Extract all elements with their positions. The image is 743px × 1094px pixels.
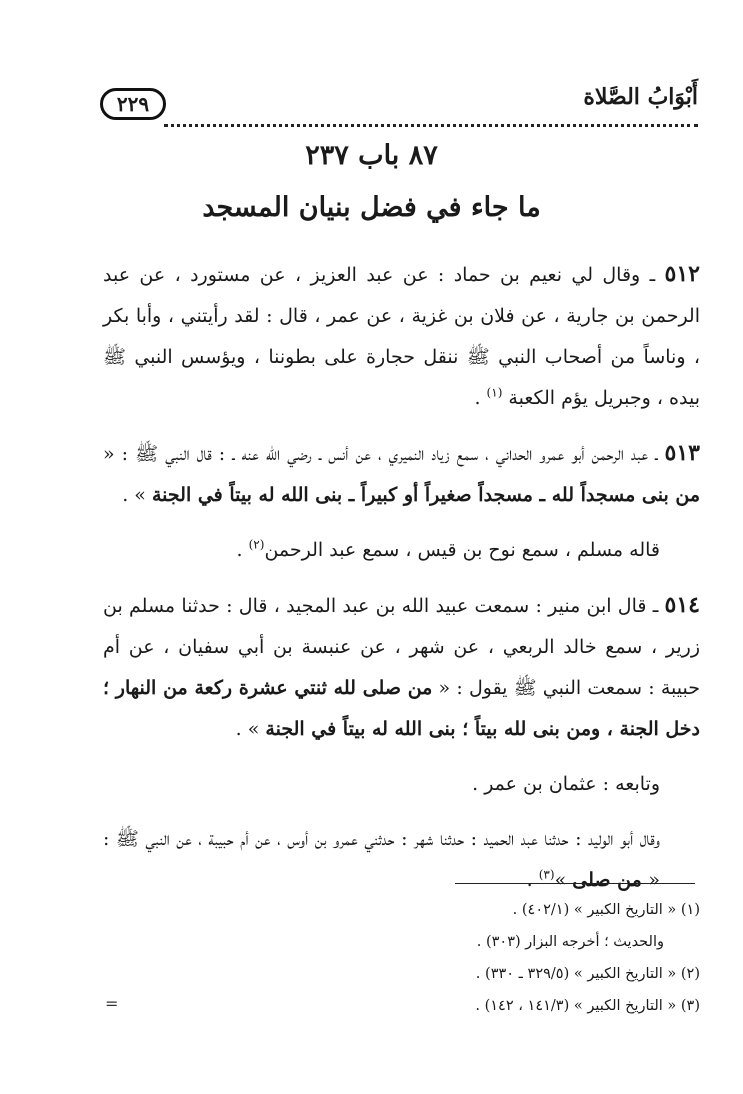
footnote-ref: (٢) [248,537,265,552]
hadith-quote: من بنى مسجداً لله ـ مسجداً صغيراً أو كبيراً ـ بنى الله له بيتاً في الجنة [151,484,700,506]
margin-mark: = [105,994,119,1013]
follow-up [103,764,700,805]
hadith-quote: من صلى لله ثنتي عشرة ركعة من النهار ؛ دخل الجنة ، ومن بنى لله بيتاً ؛ بنى الله له بيتاً في الجنة [103,677,700,740]
narration-end: . [236,539,249,561]
footnote-2: (٢) « التاريخ الكبير » (٣٢٩/٥ ـ ٣٣٠) . [475,966,700,982]
hadith-514 [103,585,700,750]
follow-up-text: وتابعه : عثمان بن عمر . [472,773,660,795]
hadith-end: . [474,387,487,409]
page-header [100,82,698,132]
footnote-1-cont: والحديث ؛ أخرجه البزار (٣٠٣) . [476,934,664,950]
page-number: ٢٢٩ [100,88,166,120]
hadith-text: ـ قال ابن منير : سمعت عبيد الله بن عبد المجيد ، قال : حدثنا مسلم بن زرير ، سمع خالد الربعي ، عن شهر ، عن عنبسة بن أبي سفيان ، عن أم حبيبة : سمعت النبي ﷺ يقول : « [103,595,700,699]
footnote-ref: (٣) [538,867,555,882]
hadith-number: ٥١٣ [664,440,700,466]
footnote-3: (٣) « التاريخ الكبير » (١٤١/٣ ، ١٤٢) . [475,998,700,1014]
chapter-number: ٨٧ باب ٢٣٧ [305,140,438,171]
footnote-divider [455,883,695,884]
hadith-end: » . [235,718,266,740]
narration-text: وقال أبو الوليد : حدثنا عبد الحميد : حدثنا شهر : حدثني عمرو بن أوس ، عن أم حبيبة ، عن النبي ﷺ : « [103,828,660,891]
hadith-513 [103,433,700,516]
footnote-1: (١) « التاريخ الكبير » (٤٠٢/١) . [512,902,700,918]
hadith-number: ٥١٢ [664,261,700,287]
hadith-number: ٥١٤ [664,592,700,618]
narration-text: قاله مسلم ، سمع نوح بن قيس ، سمع عبد الرحمن [264,539,660,561]
narration-quote: من صلى [572,869,649,891]
narration-end: . [526,869,539,891]
hadith-text: ـ عبد الرحمن أبو عمرو الحداني ، سمع زياد النميري ، عن أنس ـ رضي الله عنه ـ : قال النبي ﷺ : « [103,443,658,465]
page-body [103,254,700,901]
chapter-title: ما جاء في فضل بنيان المسجد [202,192,541,223]
hadith-512 [103,254,700,419]
running-title: أَبْوَابُ الصَّلاة [583,84,698,110]
header-divider [164,124,698,127]
narration-quote-end: » [554,869,573,891]
hadith-text: ـ وقال لي نعيم بن حماد : عن عبد العزيز ، عن مستورد ، عن عبد الرحمن بن جارية ، عن فلان بن غزية ، عن عمر ، قال : لقد رأيتني ، وأبا بكر ، وناساً من أصحاب النبي ﷺ ننقل حجارة على بطوننا ، ويؤسس النبي ﷺ بيده ، وجبريل يؤم الكعبة [103,264,700,409]
narration-513 [103,530,700,571]
abu-walid-narration [103,819,700,901]
footnote-ref: (١) [486,385,503,400]
hadith-end: » . [122,484,152,506]
footnotes [103,894,700,1022]
